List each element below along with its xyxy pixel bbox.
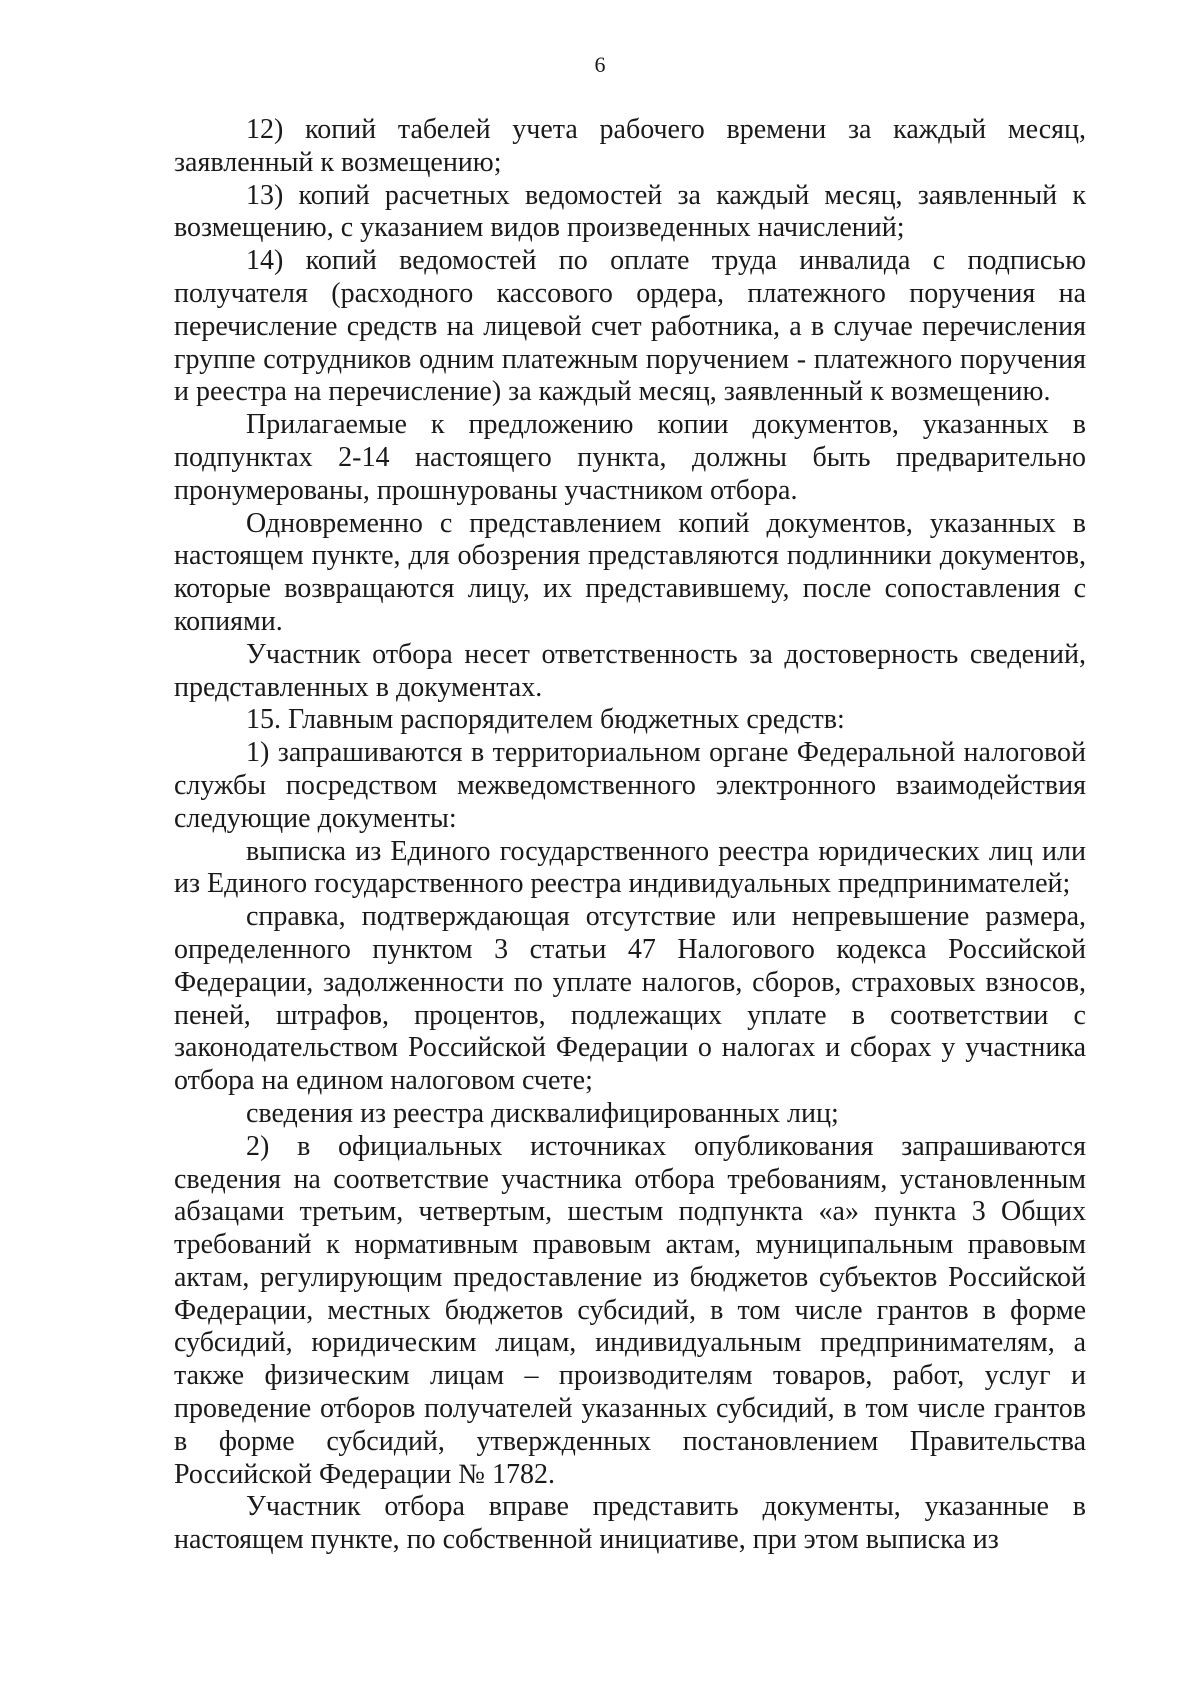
- paragraph-attached-copies: Прилагаемые к предложению копии документов, указанных в подпунктах 2-14 настоящего пункта, должны быть предварительно пронумерованы, прошнурованы участником отбора.: [174, 409, 1086, 506]
- paragraph-tax-certificate: справка, подтверждающая отсутствие или непревышение размера, определенного пунктом 3 статьи 47 Налогового кодекса Российской Федерации, задолженности по уплате налогов, сборов, страховых взносов, пеней, штрафов, процентов, подлежащих уплате в соответствии с законодательством Российской Федерации о налогах и сборах у участника отбора на едином налоговом счете;: [174, 901, 1086, 1097]
- paragraph-subitem-1: 1) запрашиваются в территориальном органе Федеральной налоговой службы посредством межведомственного электронного взаимодействия следующие документы:: [174, 737, 1086, 834]
- page-number: 6: [594, 52, 606, 77]
- paragraph-egrul-extract: выписка из Единого государственного реестра юридических лиц или из Единого государственного реестра индивидуальных предпринимателей;: [174, 835, 1086, 900]
- document-body: [174, 114, 1086, 1557]
- paragraph-originals: Одновременно с представлением копий документов, указанных в настоящем пункте, для обозрения представляются подлинники документов, которые возвращаются лицу, их представившему, после сопоставления с копиями.: [174, 507, 1086, 637]
- paragraph-own-initiative: Участник отбора вправе представить документы, указанные в настоящем пункте, по собственной инициативе, при этом выписка из: [174, 1491, 1086, 1556]
- paragraph-item-13: 13) копий расчетных ведомостей за каждый месяц, заявленный к возмещению, с указанием видов произведенных начислений;: [174, 179, 1086, 244]
- paragraph-disqualified-registry: сведения из реестра дисквалифицированных лиц;: [246, 1097, 839, 1129]
- paragraph-subitem-2: 2) в официальных источниках опубликования запрашиваются сведения на соответствие участника отбора требованиям, установленным абзацами третьим, четвертым, шестым подпункта «а» пункта 3 Общих требований к нормативным правовым актам, муниципальным правовым актам, регулирующим предоставление из бюджетов субъектов Российской Федерации, местных бюджетов субсидий, в том числе грантов в форме субсидий, юридическим лицам, индивидуальным предпринимателям, а также физическим лицам – производителям товаров, работ, услуг и проведение отборов получателей указанных субсидий, в том числе грантов в форме субсидий, утвержденных постановлением Правительства Российской Федерации № 1782.: [174, 1130, 1086, 1490]
- paragraph-item-12: 12) копий табелей учета рабочего времени за каждый месяц, заявленный к возмещению;: [174, 114, 1086, 178]
- paragraph-item-14: 14) копий ведомостей по оплате труда инвалида с подписью получателя (расходного кассового ордера, платежного поручения на перечисление средств на лицевой счет работника, а в случае перечисления группе сотрудников одним платежным поручением - платежного поручения и реестра на перечисление) за каждый месяц, заявленный к возмещению.: [174, 245, 1086, 408]
- paragraph-responsibility: Участник отбора несет ответственность за достоверность сведений, представленных в документах.: [174, 638, 1086, 703]
- paragraph-section-15: 15. Главным распорядителем бюджетных средств:: [246, 704, 845, 736]
